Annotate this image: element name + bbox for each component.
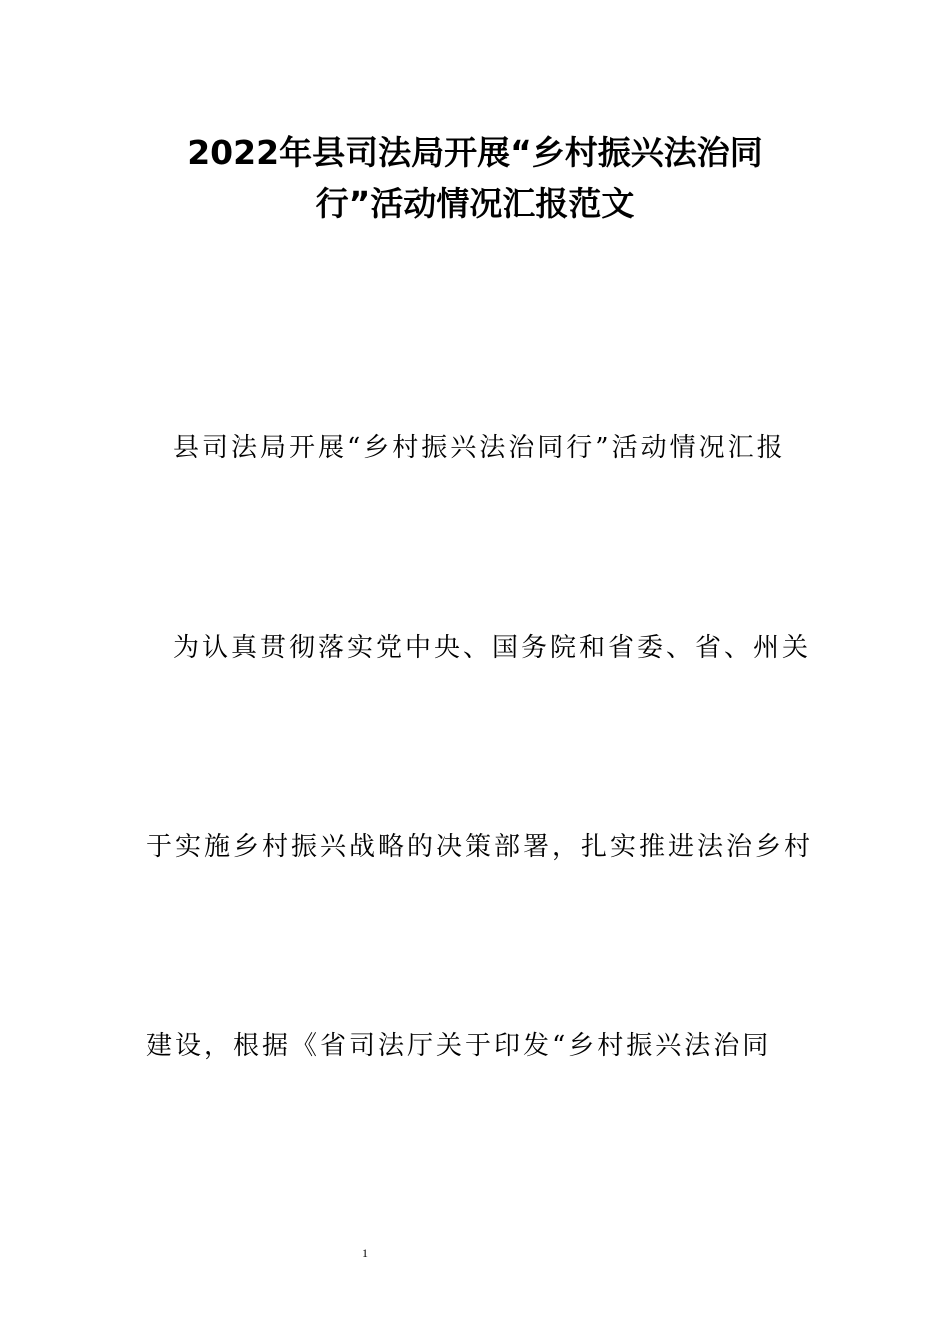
body-paragraph-line-1: 县司法局开展“乡村振兴法治同行”活动情况汇报 [173, 433, 786, 463]
document-title-line-2: 行”活动情况汇报范文 [315, 184, 635, 223]
body-paragraph-line-4: 建设，根据《省司法厅关于印发“乡村振兴法治同 [146, 1031, 772, 1061]
body-paragraph-line-3: 于实施乡村振兴战略的决策部署，扎实推进法治乡村 [146, 832, 814, 862]
page-number: 1 [362, 1246, 368, 1260]
document-title-line-1: 2022年县司法局开展“乡村振兴法治同 [187, 133, 763, 172]
body-paragraph-line-2: 为认真贯彻落实党中央、国务院和省委、省、州关 [173, 633, 812, 663]
